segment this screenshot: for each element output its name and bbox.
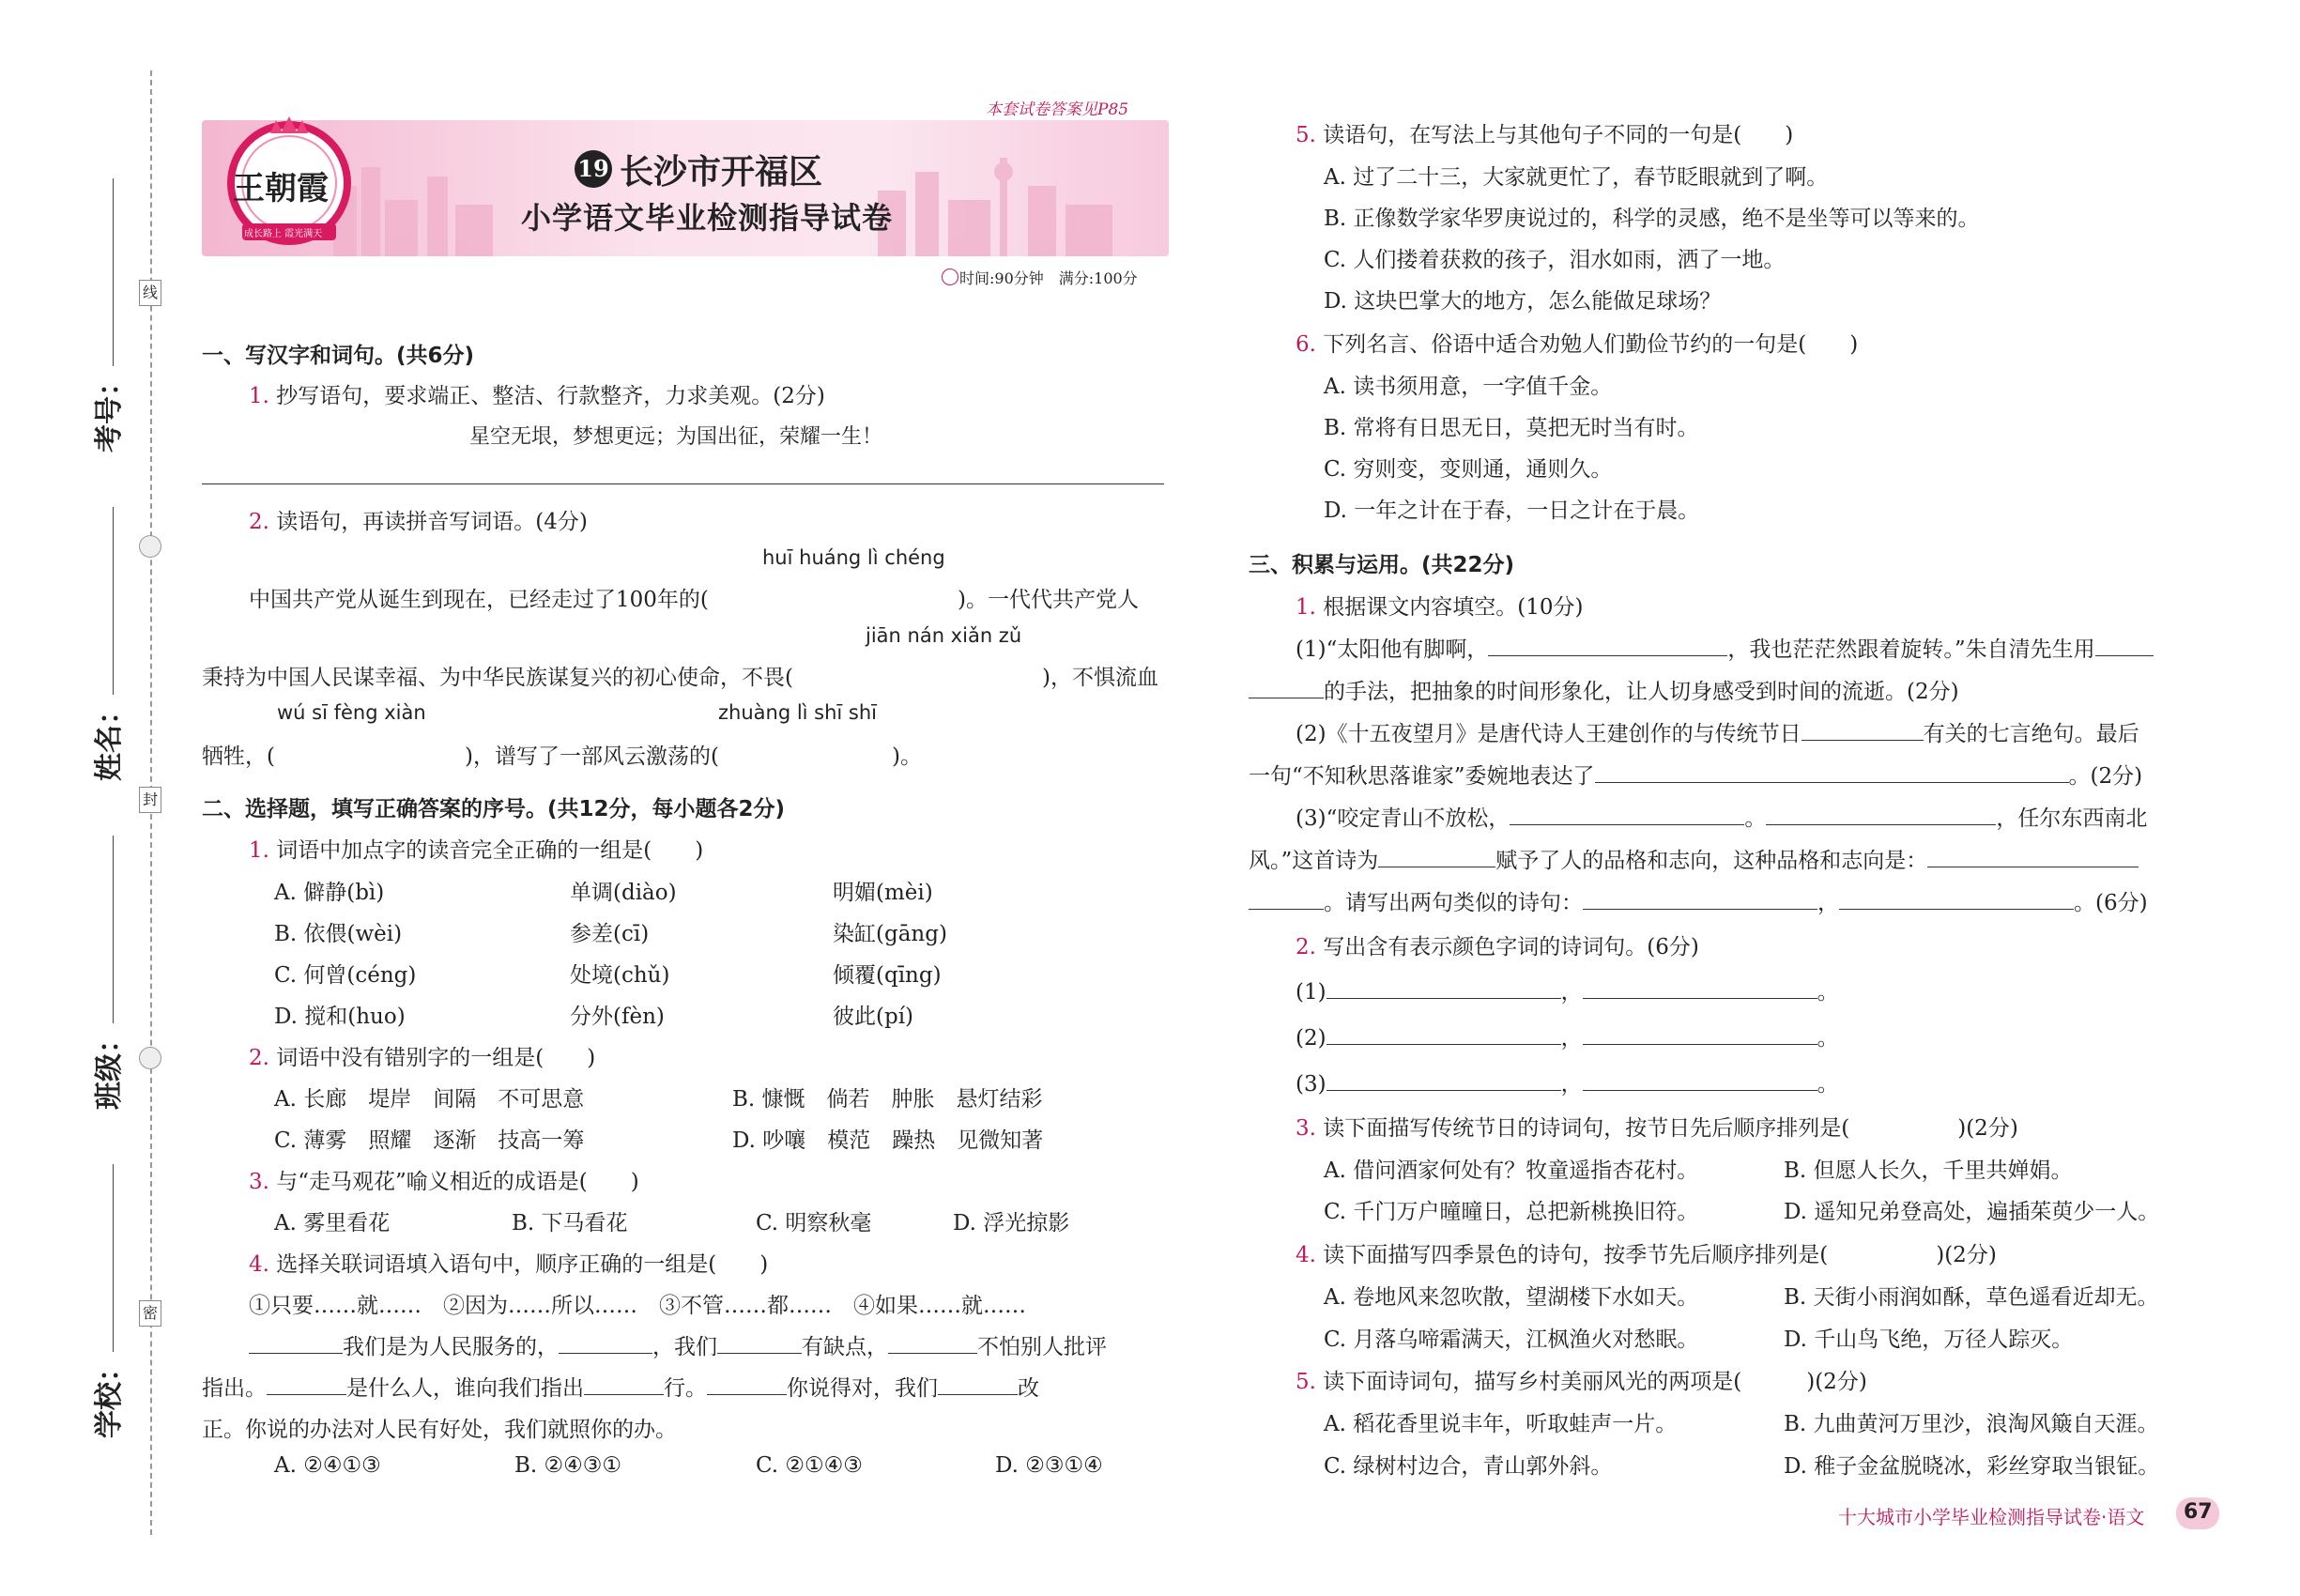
- writing-line[interactable]: [202, 483, 1164, 484]
- option-text: A. 稻花香里说丰年，听取蛙声一片。: [1324, 1412, 1678, 1436]
- q-number: 4.: [249, 1252, 269, 1277]
- logo-slogan: 成长路上 霞光满天: [244, 229, 323, 239]
- option-text: A. ②④①③: [274, 1453, 381, 1478]
- section3-heading: 三、积累与运用。(共22分): [1249, 553, 1515, 577]
- option-text: C. 月落乌啼霜满天，江枫渔火对愁眠。: [1324, 1327, 1699, 1352]
- text-fragment: (3)“咬定青山不放松，: [1296, 806, 1510, 831]
- text-fragment: 不怕别人批评: [977, 1335, 1107, 1359]
- r2-item: (2) ， 。: [1296, 1026, 1839, 1051]
- option-text: 单调(diào): [570, 881, 677, 905]
- option-text: 彼此(pí): [833, 1005, 914, 1029]
- q-number: 6.: [1296, 332, 1316, 357]
- q2-line3-mid: )，谱写了一部风云激荡的(: [465, 744, 719, 769]
- r2-item: (1) ， 。: [1296, 980, 1839, 1005]
- q-number: 2.: [249, 1046, 269, 1070]
- question-text: 写出含有表示颜色字词的诗词句。(6分): [1323, 935, 1699, 959]
- option-text: B. 依偎(wèi): [274, 922, 403, 946]
- option-text: D. 千山鸟飞绝，万径人踪灭。: [1784, 1327, 2074, 1352]
- label-line: [113, 507, 114, 695]
- option-text: B. 九曲黄河万里沙，浪淘风簸自天涯。: [1784, 1412, 2159, 1436]
- c4-sentence-3: 正。你说的办法对人民有好处，我们就照你的办。: [202, 1418, 677, 1442]
- answer-note: 本套试卷答案见P85: [986, 100, 1129, 119]
- margin-marker-seal: 封: [139, 787, 161, 813]
- question-text: 抄写语句，要求端正、整洁、行款整齐，力求美观。(2分): [276, 384, 825, 408]
- binding-hole-icon: [139, 1047, 161, 1069]
- fill-blank[interactable]: [584, 1375, 664, 1395]
- question-text: 与“走马观花”喻义相近的成语是( ): [276, 1170, 639, 1194]
- question-text: 词语中没有错别字的一组是( ): [276, 1046, 596, 1070]
- question-text: 根据课文内容填空。(10分): [1323, 595, 1584, 620]
- text-fragment: 有缺点，: [802, 1335, 888, 1359]
- option-text: D. ②③①④: [995, 1453, 1103, 1478]
- r1-part2-cont: [1249, 759, 2142, 790]
- fill-blank[interactable]: [1766, 806, 1996, 825]
- fill-blank[interactable]: [267, 1375, 346, 1395]
- label-line: [113, 178, 114, 366]
- section1-heading: 一、写汉字和词句。(共6分): [202, 344, 475, 368]
- fill-blank[interactable]: [249, 1334, 343, 1354]
- option-text: D. 稚子金盆脱晓冰，彩丝穿取当银钲。: [1784, 1454, 2160, 1479]
- option-text: A. 卷地风来忽吹散，望湖楼下水如天。: [1324, 1285, 1699, 1310]
- option-text: A. 借问酒家何处有？牧童遥指杏花村。: [1324, 1159, 1699, 1183]
- option-text: B. 常将有日思无日，莫把无时当有时。: [1324, 416, 1699, 440]
- c4-sentence-2: [202, 1371, 1039, 1402]
- c4-sentence-1: [249, 1329, 1107, 1360]
- text-fragment: 指出。: [202, 1376, 267, 1401]
- q2-line3-suffix: )。: [892, 744, 922, 769]
- fill-blank[interactable]: [1595, 763, 2069, 783]
- answer-blank-4[interactable]: [718, 736, 887, 766]
- q-number: 4.: [1296, 1243, 1316, 1267]
- label-line: [113, 1164, 114, 1352]
- text-fragment: 一句“不知秋思落谁家”委婉地表达了: [1249, 764, 1595, 789]
- text-fragment: 。(6分): [2074, 891, 2148, 915]
- fill-blank[interactable]: [707, 1375, 787, 1395]
- option-text: B. 下马看花: [512, 1211, 628, 1235]
- question-text: 读下面描写四季景色的诗句，按季节先后顺序排列是( )(2分): [1323, 1243, 1997, 1267]
- text-fragment: ，我也茫茫然跟着旋转。”朱自清先生用: [1727, 637, 2095, 662]
- question-text: 读下面描写传统节日的诗词句，按节日先后顺序排列是( )(2分): [1323, 1116, 2018, 1141]
- item-number: (3): [1296, 1072, 1326, 1097]
- text-fragment: 你说得对，我们: [787, 1376, 938, 1401]
- r2-item: (3) ， 。: [1296, 1072, 1839, 1097]
- option-text: 分外(fèn): [570, 1005, 665, 1029]
- option-text: A. 过了二十三，大家就更忙了，春节眨眼就到了啊。: [1324, 165, 1829, 190]
- option-text: A. 僻静(bì): [274, 881, 385, 905]
- q2-line2-suffix: )，不惧流血: [1042, 666, 1158, 690]
- text-fragment: 我们是为人民服务的，: [343, 1335, 559, 1359]
- option-text: B. 正像数学家华罗庚说过的，科学的灵感，绝不是坐等可以等来的。: [1324, 207, 1980, 231]
- option-text: C. ②①④③: [756, 1453, 863, 1478]
- text-fragment: 。(2分): [2068, 764, 2143, 789]
- fill-blank[interactable]: [1583, 979, 1817, 999]
- option-text: C. 人们搂着获救的孩子，泪水如雨，洒了一地。: [1324, 248, 1786, 272]
- binding-hole-icon: [139, 535, 161, 558]
- fill-blank[interactable]: [1378, 848, 1495, 867]
- fill-blank[interactable]: [1488, 637, 1727, 656]
- text-fragment: ，我们: [652, 1335, 717, 1359]
- answer-blank-3[interactable]: [282, 736, 460, 766]
- q-number: 1.: [1296, 595, 1316, 620]
- q-number: 5.: [1296, 123, 1316, 147]
- fill-blank[interactable]: [1326, 1025, 1561, 1045]
- q2-line3-prefix: 牺牲，(: [202, 744, 275, 769]
- option-text: A. 读书须用意，一字值千金。: [1324, 375, 1613, 399]
- school-label: 学校：: [93, 1354, 126, 1438]
- option-text: C. 穷则变，变则通，通则久。: [1324, 457, 1613, 482]
- pinyin-hint: huī huáng lì chéng: [762, 546, 945, 569]
- q-number: 3.: [1296, 1116, 1316, 1141]
- option-text: D. 遥知兄弟登高处，遍插茱萸少一人。: [1784, 1200, 2160, 1224]
- conjunction-choices: ①只要……就…… ②因为……所以…… ③不管……都…… ④如果……就……: [249, 1294, 1026, 1318]
- r1-part1-cont: [1249, 674, 1959, 705]
- option-text: D. 浮光掠影: [953, 1211, 1070, 1235]
- option-text: B. 天街小雨润如酥，草色遥看近却无。: [1784, 1285, 2159, 1310]
- fill-blank[interactable]: [1802, 721, 1924, 741]
- text-fragment: 的手法，把抽象的时间形象化，让人切身感受到时间的流逝。(2分): [1324, 680, 1959, 704]
- q-number: 5.: [1296, 1370, 1316, 1394]
- text-fragment: (1)“太阳他有脚啊，: [1296, 637, 1489, 662]
- margin-marker-secret: 密: [139, 1300, 161, 1327]
- option-text: 染缸(gāng): [833, 922, 947, 946]
- name-label: 姓名：: [93, 697, 126, 781]
- option-text: B. ②④③①: [514, 1453, 622, 1478]
- fill-blank[interactable]: [2095, 637, 2154, 656]
- q2-line1-suffix: )。一代代共产党人: [958, 588, 1139, 612]
- r1-part3-cont2: [1249, 885, 2148, 916]
- question-text: 读语句，再读拼音写词语。(4分): [276, 510, 588, 534]
- fill-blank[interactable]: [717, 1334, 802, 1354]
- pinyin-hint: wú sī fèng xiàn: [277, 701, 426, 724]
- question-text: 读语句，在写法上与其他句子不同的一句是( ): [1323, 123, 1794, 147]
- option-text: 倾覆(qīng): [833, 963, 942, 988]
- option-text: D. 一年之计在于春，一日之计在于晨。: [1324, 499, 1700, 523]
- fill-blank[interactable]: [1583, 1071, 1817, 1091]
- pinyin-hint: jiān nán xiǎn zǔ: [866, 624, 1022, 647]
- fill-blank[interactable]: [1839, 890, 2074, 910]
- fill-blank[interactable]: [1583, 890, 1817, 910]
- fill-blank[interactable]: [1326, 979, 1561, 999]
- series-title: 十大城市小学毕业检测指导试卷·语文: [1838, 1506, 2145, 1528]
- logo-text: 王朝霞: [233, 170, 329, 207]
- question-text: 词语中加点字的读音完全正确的一组是( ): [276, 838, 704, 863]
- fill-blank[interactable]: [559, 1334, 652, 1354]
- question-text: 读下面诗词句，描写乡村美丽风光的两项是( )(2分): [1323, 1370, 1867, 1394]
- option-text: 明媚(mèi): [833, 881, 933, 905]
- page-number: 67: [2184, 1500, 2213, 1524]
- option-text: C. 何曾(céng): [274, 963, 417, 988]
- paper-title: 长沙市开福区: [620, 153, 823, 192]
- r1-part3-cont: [1249, 843, 2139, 874]
- option-text: D. 这块巴掌大的地方，怎么能做足球场？: [1324, 289, 1722, 314]
- text-fragment: 有关的七言绝句。最后: [1923, 722, 2139, 746]
- fill-blank[interactable]: [888, 1334, 977, 1354]
- q-number: 1.: [249, 838, 269, 863]
- option-text: D. 搅和(huo): [274, 1005, 406, 1029]
- question-text: 下列名言、俗语中适合劝勉人们勤俭节约的一句是( ): [1323, 332, 1859, 357]
- option-text: A. 雾里看花: [274, 1211, 391, 1235]
- option-text: C. 薄雾 照耀 逐渐 技高一筹: [274, 1128, 585, 1153]
- text-fragment: 。: [1744, 806, 1767, 831]
- text-fragment: 。请写出两句类似的诗句：: [1324, 891, 1583, 915]
- class-label: 班级：: [93, 1025, 126, 1110]
- r1-part2: [1296, 716, 2139, 747]
- answer-blank-1[interactable]: [760, 580, 958, 610]
- option-text: 参差(cī): [570, 922, 650, 946]
- q-number: 1.: [249, 384, 269, 408]
- model-sentence: 星空无垠，梦想更远；为国出征，荣耀一生！: [469, 425, 883, 449]
- q2-line1-prefix: 中国共产党从诞生到现在，已经走过了100年的(: [249, 588, 709, 612]
- fill-blank[interactable]: [1927, 848, 2139, 867]
- text-fragment: (2)《十五夜望月》是唐代诗人王建创作的与传统节日: [1296, 722, 1802, 746]
- option-text: 处境(chǔ): [570, 963, 670, 988]
- fill-blank[interactable]: [1583, 1025, 1817, 1045]
- fill-blank[interactable]: [1249, 679, 1324, 698]
- option-text: B. 但愿人长久，千里共婵娟。: [1784, 1159, 2073, 1183]
- q-number: 2.: [1296, 935, 1316, 959]
- item-number: (2): [1296, 1026, 1326, 1051]
- time-info: 时间:90分钟 满分:100分: [959, 269, 1138, 287]
- r1-part3: [1296, 801, 2147, 832]
- option-text: C. 明察秋毫: [756, 1211, 872, 1235]
- option-text: A. 长廊 堤岸 间隔 不可思意: [274, 1087, 585, 1112]
- fill-blank[interactable]: [1249, 890, 1324, 910]
- text-fragment: 改: [1018, 1376, 1039, 1401]
- option-text: C. 绿树村边合，青山郭外斜。: [1324, 1454, 1613, 1479]
- text-fragment: 是什么人，谁向我们指出: [346, 1376, 584, 1401]
- item-number: (1): [1296, 980, 1326, 1005]
- exam-number-label: 考号：: [93, 368, 126, 453]
- answer-blank-2[interactable]: [850, 657, 1037, 687]
- question-text: 选择关联词语填入语句中，顺序正确的一组是( ): [276, 1252, 769, 1277]
- clock-icon: [942, 269, 958, 285]
- text-fragment: ，: [1817, 891, 1839, 915]
- q2-line2-prefix: 秉持为中国人民谋幸福、为中华民族谋复兴的初心使命，不畏(: [202, 666, 793, 690]
- option-text: D. 吵嚷 模范 躁热 见微知著: [732, 1128, 1044, 1153]
- paper-number: 19: [575, 150, 612, 188]
- fill-blank[interactable]: [1510, 806, 1744, 825]
- pinyin-hint: zhuàng lì shī shī: [718, 701, 878, 724]
- fill-blank[interactable]: [1326, 1071, 1561, 1091]
- label-line: [113, 836, 114, 1023]
- paper-subtitle: 小学语文毕业检测指导试卷: [521, 200, 894, 236]
- text-fragment: 行。: [664, 1376, 707, 1401]
- margin-marker-line: 线: [139, 280, 161, 306]
- section2-heading: 二、选择题，填写正确答案的序号。(共12分，每小题各2分): [202, 797, 786, 821]
- text-fragment: 赋予了人的品格和志向，这种品格和志向是：: [1495, 849, 1928, 873]
- fill-blank[interactable]: [938, 1375, 1018, 1395]
- text-fragment: ，任尔东西南北: [1996, 806, 2148, 831]
- q-number: 2.: [249, 510, 269, 534]
- option-text: C. 千门万户曈曈日，总把新桃换旧符。: [1324, 1200, 1699, 1224]
- r1-part1: [1296, 632, 2154, 663]
- option-text: B. 慷慨 倘若 肿胀 悬灯结彩: [732, 1087, 1043, 1112]
- q-number: 3.: [249, 1170, 269, 1194]
- text-fragment: 风。”这首诗为: [1249, 849, 1379, 873]
